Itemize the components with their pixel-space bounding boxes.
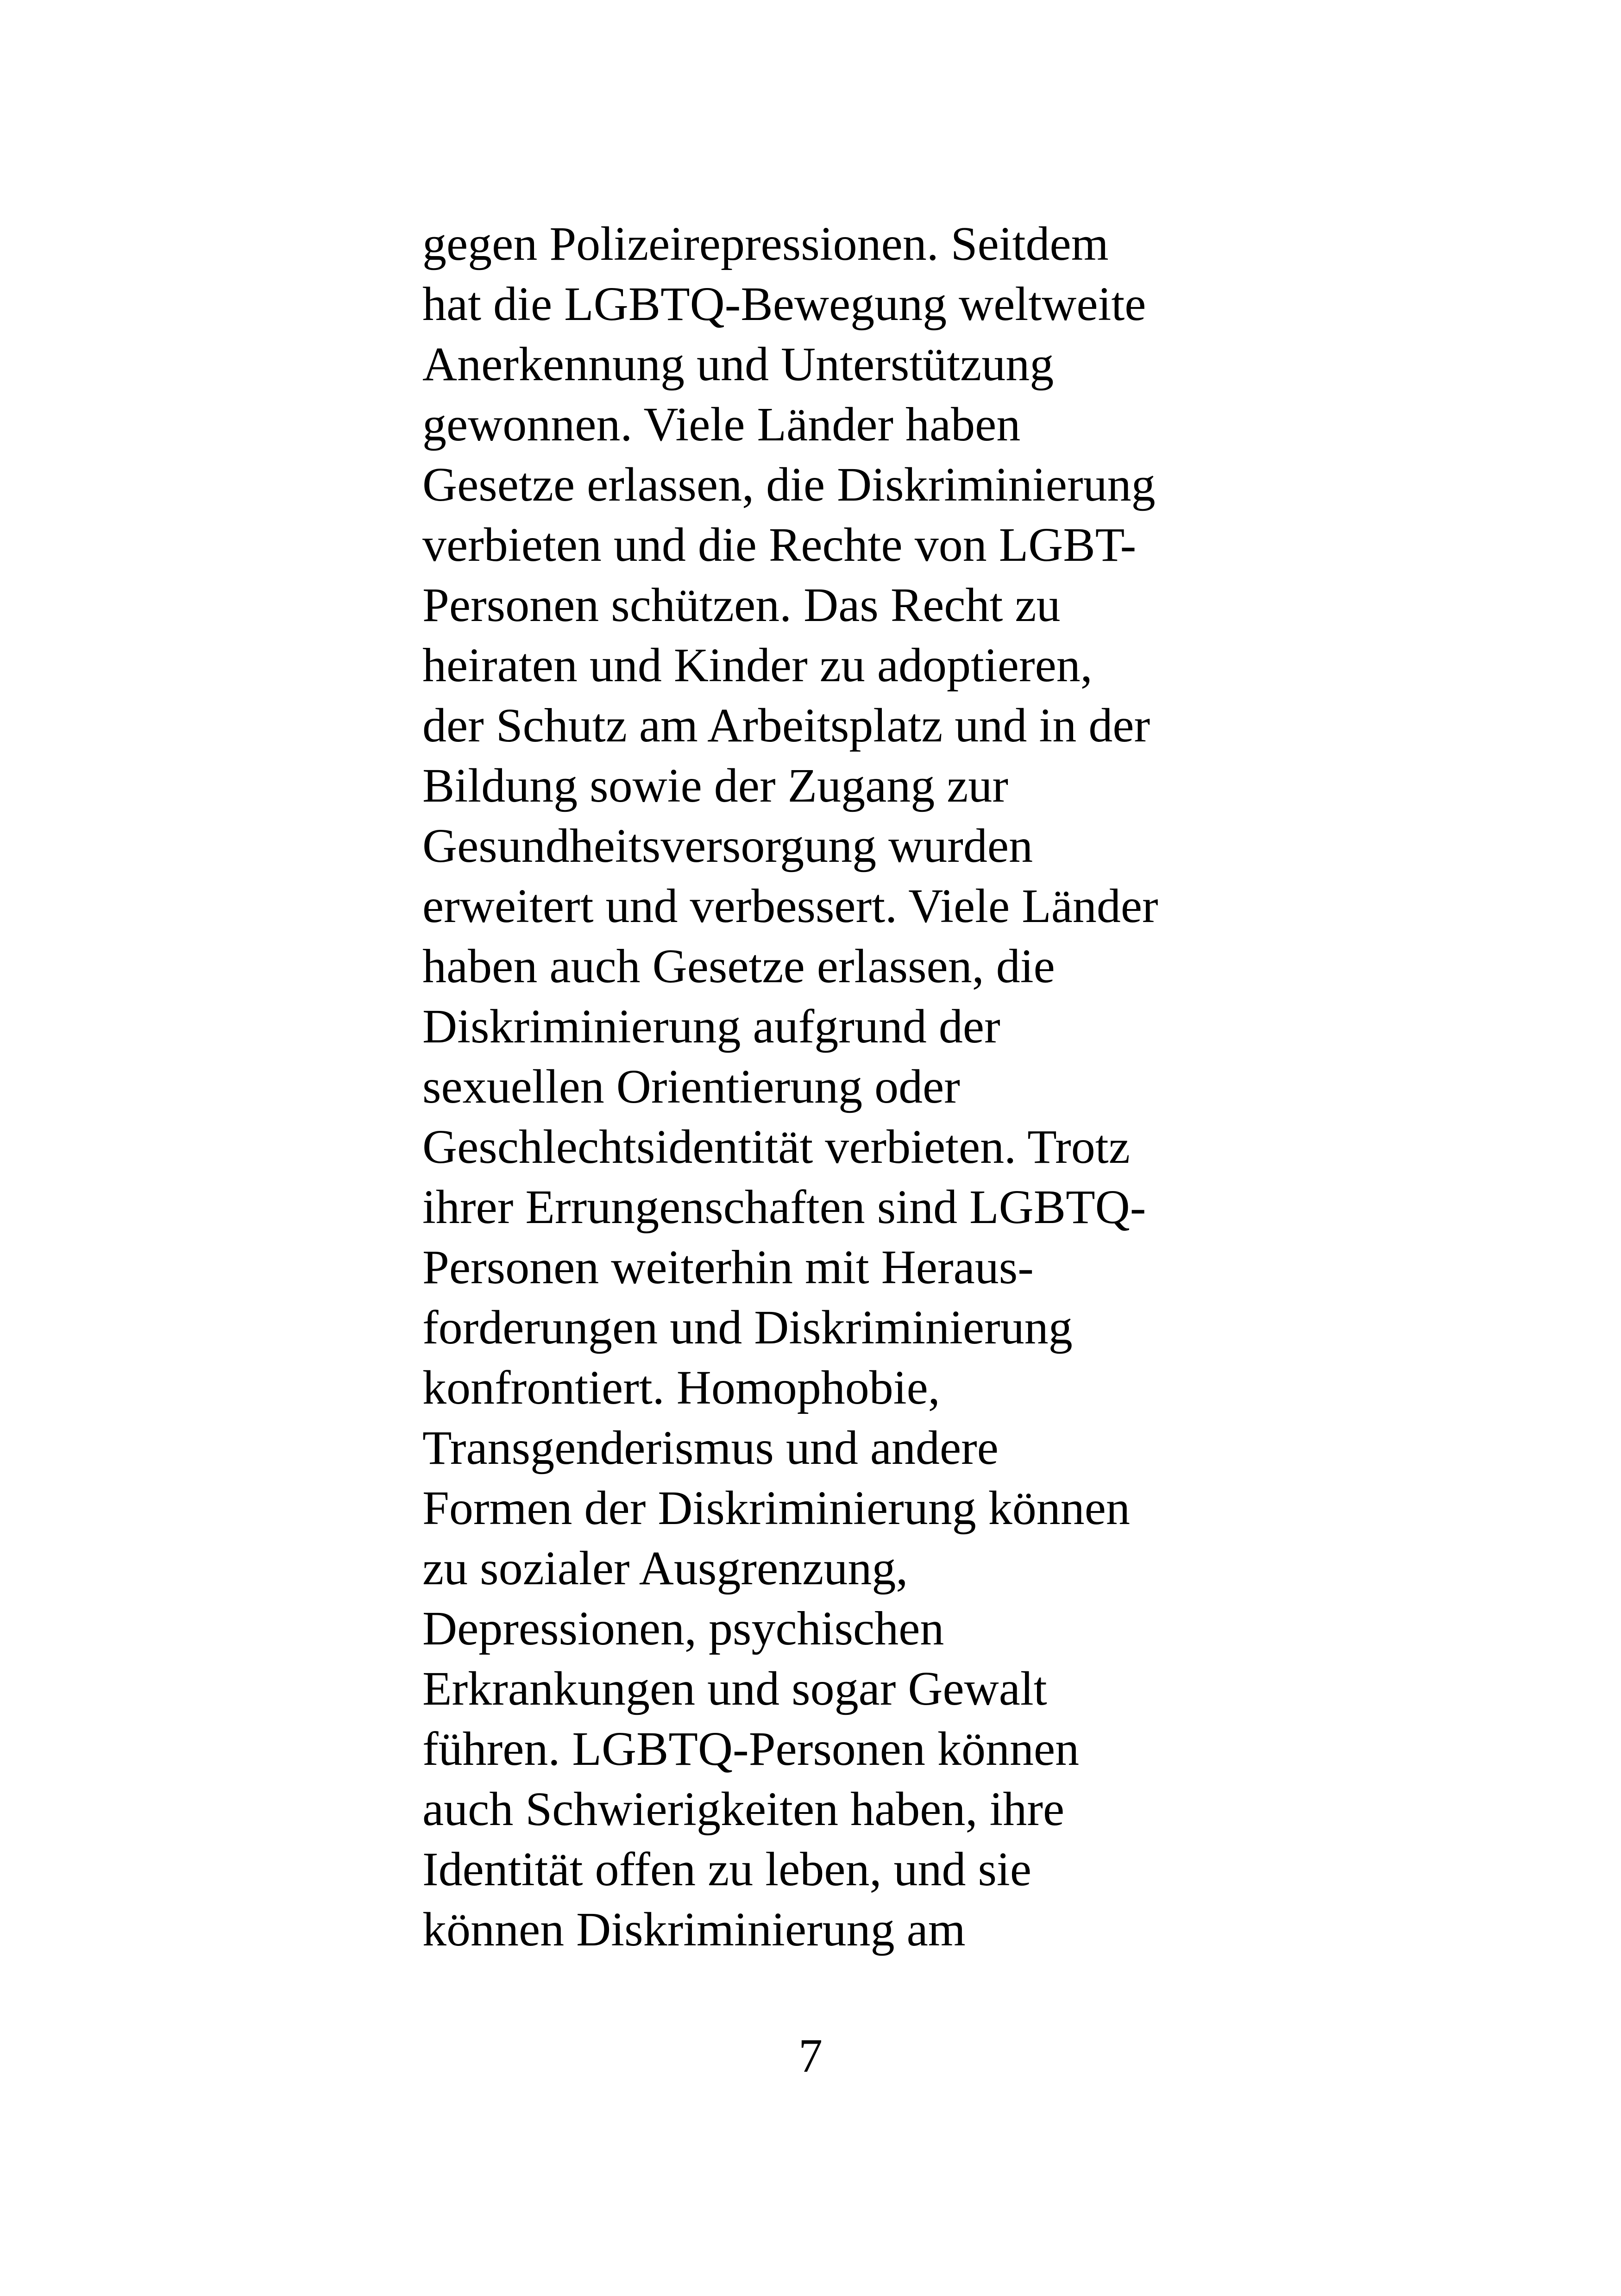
text-line: Geschlechtsidentität verbieten. Trotz [422, 1120, 1130, 1173]
text-line: Personen weiterhin mit Heraus- [422, 1241, 1034, 1294]
text-line: gegen Polizeirepressionen. Seitdem [422, 217, 1109, 270]
text-line: führen. LGBTQ-Personen können [422, 1722, 1080, 1775]
text-line: Diskriminierung aufgrund der [422, 1000, 1000, 1053]
text-line: haben auch Gesetze erlassen, die [422, 940, 1055, 993]
text-line: sexuellen Orientierung oder [422, 1060, 960, 1113]
text-line: erweitert und verbessert. Viele Länder [422, 879, 1158, 933]
text-line: Gesundheitsversorgung wurden [422, 819, 1033, 872]
text-line: heiraten und Kinder zu adoptieren, [422, 639, 1093, 692]
text-line: Bildung sowie der Zugang zur [422, 759, 1009, 812]
text-line: zu sozialer Ausgrenzung, [422, 1542, 908, 1595]
text-line: verbieten und die Rechte von LGBT- [422, 518, 1137, 571]
text-line: können Diskriminierung am [422, 1903, 966, 1956]
text-line: Identität offen zu leben, und sie [422, 1843, 1031, 1896]
text-line: konfrontiert. Homophobie, [422, 1361, 940, 1414]
text-line: gewonnen. Viele Länder haben [422, 398, 1021, 451]
text-line: Personen schützen. Das Recht zu [422, 578, 1061, 632]
text-line: auch Schwierigkeiten haben, ihre [422, 1782, 1065, 1836]
text-line: hat die LGBTQ-Bewegung weltweite [422, 277, 1146, 331]
text-line: ihrer Errungenschaften sind LGBTQ- [422, 1180, 1146, 1234]
text-line: der Schutz am Arbeitsplatz und in der [422, 699, 1150, 752]
text-line: Depressionen, psychischen [422, 1602, 944, 1655]
text-line: Gesetze erlassen, die Diskriminierung [422, 458, 1156, 511]
text-line: Erkrankungen und sogar Gewalt [422, 1662, 1047, 1715]
body-text [422, 214, 1302, 1960]
text-line: Formen der Diskriminierung können [422, 1481, 1130, 1535]
page-number: 7 [798, 2029, 823, 2083]
text-line: Transgenderismus und andere [422, 1421, 999, 1474]
text-line: Anerkennung und Unterstützung [422, 338, 1054, 391]
text-line: forderungen und Diskriminierung [422, 1301, 1073, 1354]
